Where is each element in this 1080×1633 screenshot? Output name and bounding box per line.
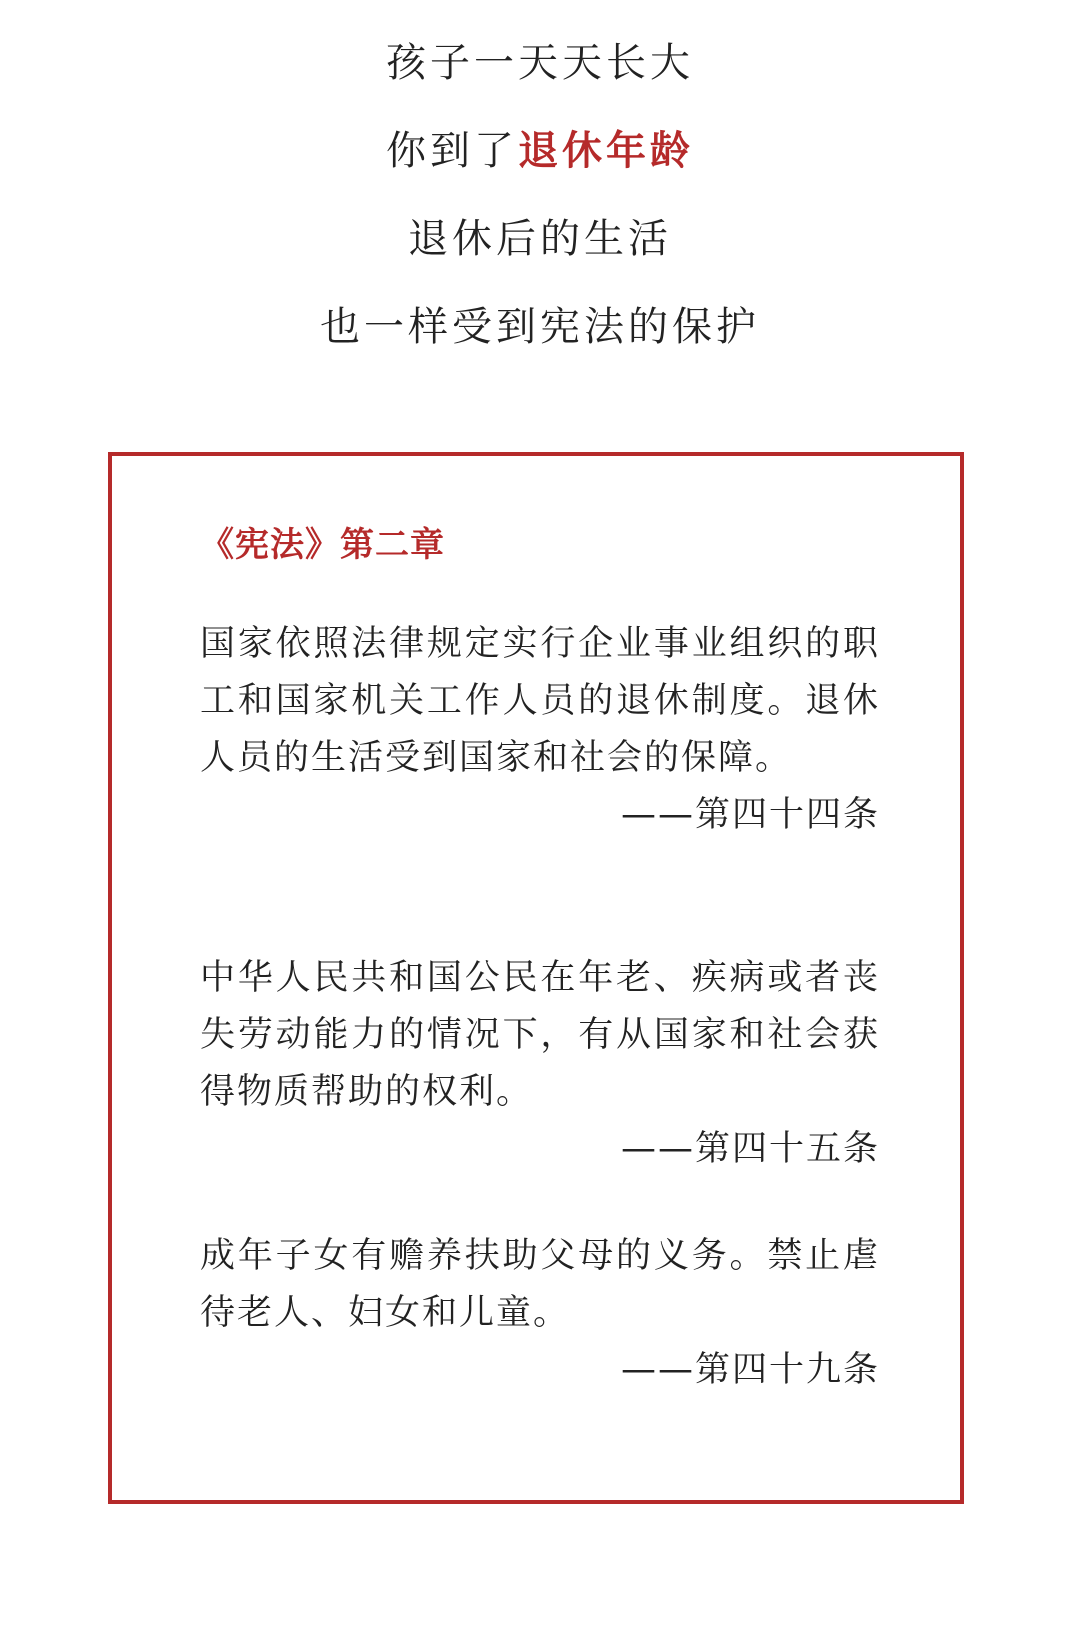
intro-line-2 (0, 122, 1080, 180)
article-49 (200, 1228, 880, 1399)
intro-line-3: 退休后的生活 (408, 216, 672, 262)
article-45 (200, 950, 880, 1178)
article-44 (200, 616, 880, 844)
article-49-ref: ——第四十九条 (620, 1350, 880, 1390)
article-45-ref: ——第四十五条 (620, 1129, 880, 1169)
intro-line-1: 孩子一天天长大 (386, 40, 694, 86)
intro-line-4: 也一样受到宪法的保护 (320, 304, 760, 350)
intro-line-2-prefix: 你到了 (386, 128, 518, 174)
constitution-box (108, 452, 964, 1504)
article-49-text: 成年子女有赡养扶助父母的义务。禁止虐待老人、妇女和儿童。 (200, 1236, 880, 1333)
article-45-text: 中华人民共和国公民在年老、疾病或者丧失劳动能力的情况下，有从国家和社会获得物质帮助的权利。 (200, 958, 880, 1112)
article-44-ref: ——第四十四条 (620, 795, 880, 835)
constitution-chapter-title: 《宪法》第二章 (200, 525, 445, 565)
retirement-age-highlight: 退休年龄 (518, 128, 694, 174)
intro-section (0, 34, 1080, 386)
article-44-text: 国家依照法律规定实行企业事业组织的职工和国家机关工作人员的退休制度。退休人员的生活受到国家和社会的保障。 (200, 624, 880, 778)
